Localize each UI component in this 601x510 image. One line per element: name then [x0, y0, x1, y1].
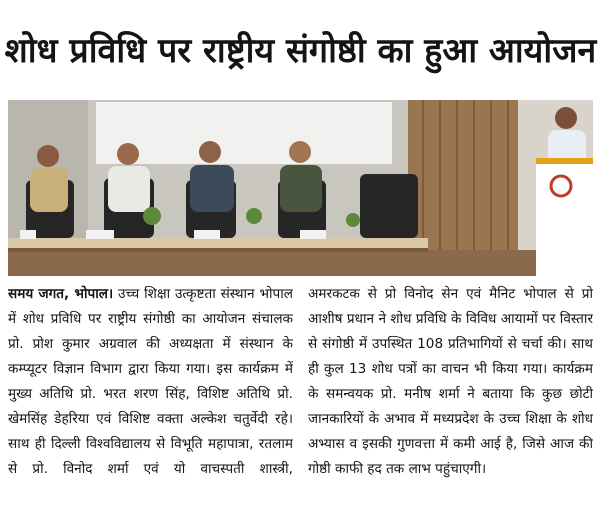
article-text-2: अमरकटक से प्रो विनोद सेन एवं मैनिट भोपाल से प्रो आशीष प्रधान ने शोध प्रविधि के विविध आयामों पर विस्तार से संगोष्ठी में उपस्थित 108 प्रतिभागियों से चर्चा की। साथ ही कुल 13 शोध पत्रों का वाचन भी किया गया। कार्यक्रम के समन्वयक प्रो. मनीष शर्मा ने बताया कि कुछ छोटी जानकारियों के अभाव में मध्यप्रदेश के उच्च शिक्षा के शोध अभ्यास व इसकी गुणवत्ता में कमी आई है, जिसे आज की गोष्ठी काफी हद तक लाभ पहुंचाएगी।: [308, 286, 593, 477]
article-column-1: [8, 282, 293, 508]
dateline: समय जगत, भोपाल।: [8, 286, 114, 302]
headline: शोध प्रविधि पर राष्ट्रीय संगोष्ठी का हुआ आयोजन: [4, 31, 597, 71]
article-column-2: [308, 282, 593, 508]
conference-stage-photo: [8, 100, 593, 276]
headline-banner: [0, 0, 601, 98]
news-photo: [8, 100, 593, 276]
article-text-1: उच्च शिक्षा उत्कृष्टता संस्थान भोपाल में शोध प्रविधि पर राष्ट्रीय संगोष्ठी का आयोजन संचालक प्रो. प्रोश कुमार अग्रवाल की अध्यक्षता में संस्थान के कम्प्यूटर विज्ञान विभाग द्वारा किया गया। इस कार्यक्रम में मुख्य अतिथि प्रो. भरत शरण सिंह, विशिष्ट अतिथि प्रो. खेमसिंह डेहरिया एवं विशिष्ट वक्ता अल्केश चतुर्वेदी रहे। साथ ही दिल्ली विश्वविद्यालय से विभूति महापात्रा, रतलाम से प्रो. विनोद शर्मा एवं यो वाचस्पती शास्त्री,: [8, 286, 293, 477]
article-body: [8, 282, 593, 508]
